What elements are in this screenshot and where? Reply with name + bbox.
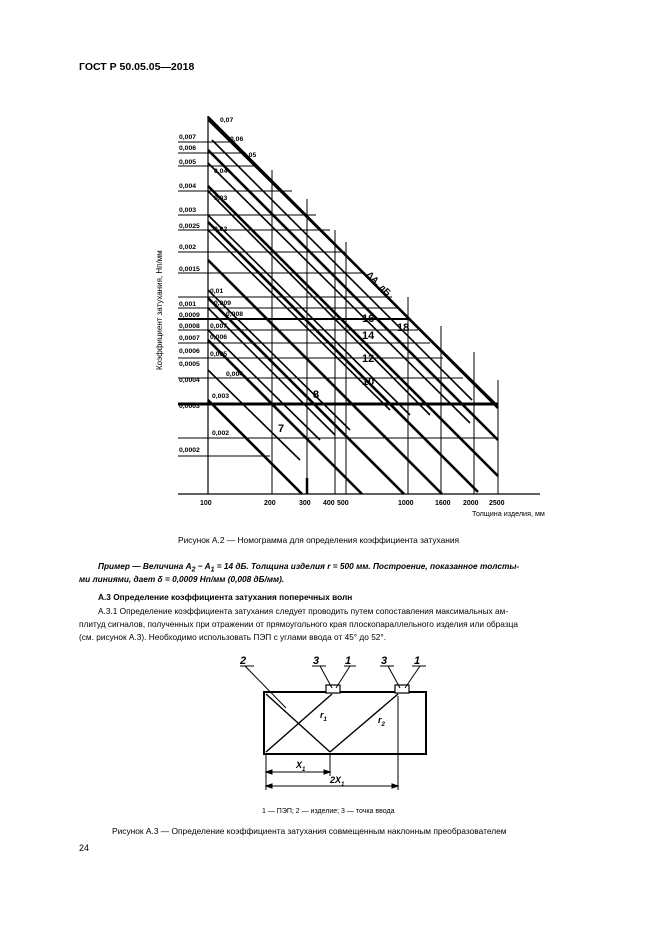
figure-a3-diagram (0, 648, 661, 818)
callout-2: 2 (240, 655, 247, 667)
x-tick: 400 (323, 500, 335, 507)
y-tick: 0,0009 (179, 312, 200, 319)
line-label: 0,004 (226, 371, 244, 378)
x1-text: X (296, 760, 303, 770)
y-tick: 0,0005 (179, 361, 200, 368)
line-label: 0,008 (226, 311, 244, 318)
y-tick: 0,006 (179, 145, 197, 152)
x-tick: 1000 (398, 500, 414, 507)
x1-sub: 1 (302, 767, 306, 773)
x-tick: 500 (337, 500, 349, 507)
y-tick: 0,0007 (179, 335, 200, 342)
example-line-2: ми линиями, дает δ = 0,0009 Нп/мм (0,008 дБ/мм). (79, 574, 285, 584)
page-number: 24 (79, 843, 90, 853)
db-label-16: 16 (362, 313, 375, 325)
x-tick: 2000 (463, 500, 479, 507)
y-tick-labels (179, 134, 200, 454)
y-tick: 0,003 (179, 207, 197, 214)
example-text-2: − A (195, 561, 211, 571)
figure-a3-caption: Рисунок А.3 — Определение коэффициента затухания совмещенным наклонным преобразователем (112, 826, 507, 836)
db-label-14: 14 (362, 330, 375, 342)
nomogram-db-lines (208, 117, 498, 494)
line-label: 0,04 (214, 168, 228, 175)
line-label: 0,03 (214, 195, 228, 202)
r2-text: r (378, 715, 382, 725)
db-per-mm-labels (210, 117, 256, 437)
x-tick: 100 (200, 500, 212, 507)
example-sub-1: 1 (210, 566, 215, 574)
section-heading: А.3 Определение коэффициента затухания поперечных волн (98, 592, 353, 602)
callout-1-right: 1 (414, 655, 421, 667)
y-axis-label: Коэффициент затухания, Нп/мм (155, 250, 164, 370)
r1-label (320, 710, 328, 723)
y-tick: 0,0004 (179, 377, 200, 384)
db-label-12: 12 (362, 353, 375, 365)
r1-sub: 1 (323, 717, 327, 723)
figure-a2-caption: Рисунок А.2 — Номограмма для определения коэффициента затухания (178, 535, 460, 545)
nomogram-thin-diagonals (208, 120, 497, 460)
document-header: ГОСТ Р 50.05.05—2018 (79, 61, 195, 73)
line-label: 0,007 (210, 323, 228, 330)
x2-text: 2X (330, 775, 342, 785)
line-label: 0,006 (210, 334, 228, 341)
y-tick: 0,0003 (179, 403, 200, 410)
line-label: 0,005 (210, 351, 228, 358)
paragraph-line-1: А.3.1 Определение коэффициента затухания следует проводить путем сопоставления максимальных ам- (98, 606, 509, 616)
specimen-rect (264, 692, 426, 754)
x-tick: 300 (299, 500, 311, 507)
callout-1-left: 1 (345, 655, 352, 667)
x-tick-labels (200, 500, 505, 507)
figure-a3-legend: 1 — ПЭП; 2 — изделие; 3 — точка ввода (262, 808, 395, 815)
y-tick: 0,002 (179, 244, 197, 251)
x-tick: 200 (264, 500, 276, 507)
y-tick: 0,0008 (179, 323, 200, 330)
db-label-18: 18 (397, 322, 410, 334)
x2-sub: 1 (341, 782, 345, 788)
x-axis-label: Толщина изделия, мм (472, 509, 545, 518)
r1-text: r (320, 710, 324, 720)
delta-a-label: ΔA, дБ (364, 269, 393, 298)
paragraph-line-2: плитуд сигналов, полученных при отражении от прямоугольного края плоскопараллельного изделия или образца (79, 619, 518, 629)
y-tick: 0,0002 (179, 447, 200, 454)
nomogram-horizontals (178, 142, 498, 456)
example-text-1: Пример — Величина A (98, 561, 192, 571)
line-label: 0,009 (214, 300, 232, 307)
r2-label (378, 715, 386, 728)
callout-3-right: 3 (381, 655, 388, 667)
line-label: 0,003 (212, 393, 230, 400)
x-tick: 1600 (435, 500, 451, 507)
line-label: 0,05 (243, 152, 257, 159)
db-label-10: 10 (362, 376, 375, 388)
y-tick: 0,0006 (179, 348, 200, 355)
callout-3-left: 3 (313, 655, 320, 667)
x-tick: 2500 (489, 500, 505, 507)
example-sub-2: 2 (191, 566, 196, 574)
y-tick: 0,005 (179, 159, 197, 166)
line-label: 0,06 (230, 136, 244, 143)
line-label: 0,01 (210, 288, 224, 295)
line-label: 0,002 (212, 430, 230, 437)
line-label: 0,02 (214, 226, 228, 233)
y-tick: 0,0015 (179, 266, 200, 273)
paragraph-line-3: (см. рисунок А.3). Необходимо использовать ПЭП с углами ввода от 45° до 52°. (79, 632, 387, 642)
db-label-8: 8 (313, 389, 320, 401)
y-tick: 0,0025 (179, 223, 200, 230)
y-tick: 0,004 (179, 183, 197, 190)
db-label-7: 7 (278, 423, 285, 435)
line-label: 0,07 (220, 117, 234, 124)
example-text-3: = 14 дБ. Толщина изделия r = 500 мм. Построение, показанное толсты- (214, 561, 520, 571)
x1-label (295, 760, 306, 773)
y-tick: 0,001 (179, 301, 197, 308)
y-tick: 0,007 (179, 134, 197, 141)
r2-sub: 2 (381, 722, 385, 728)
